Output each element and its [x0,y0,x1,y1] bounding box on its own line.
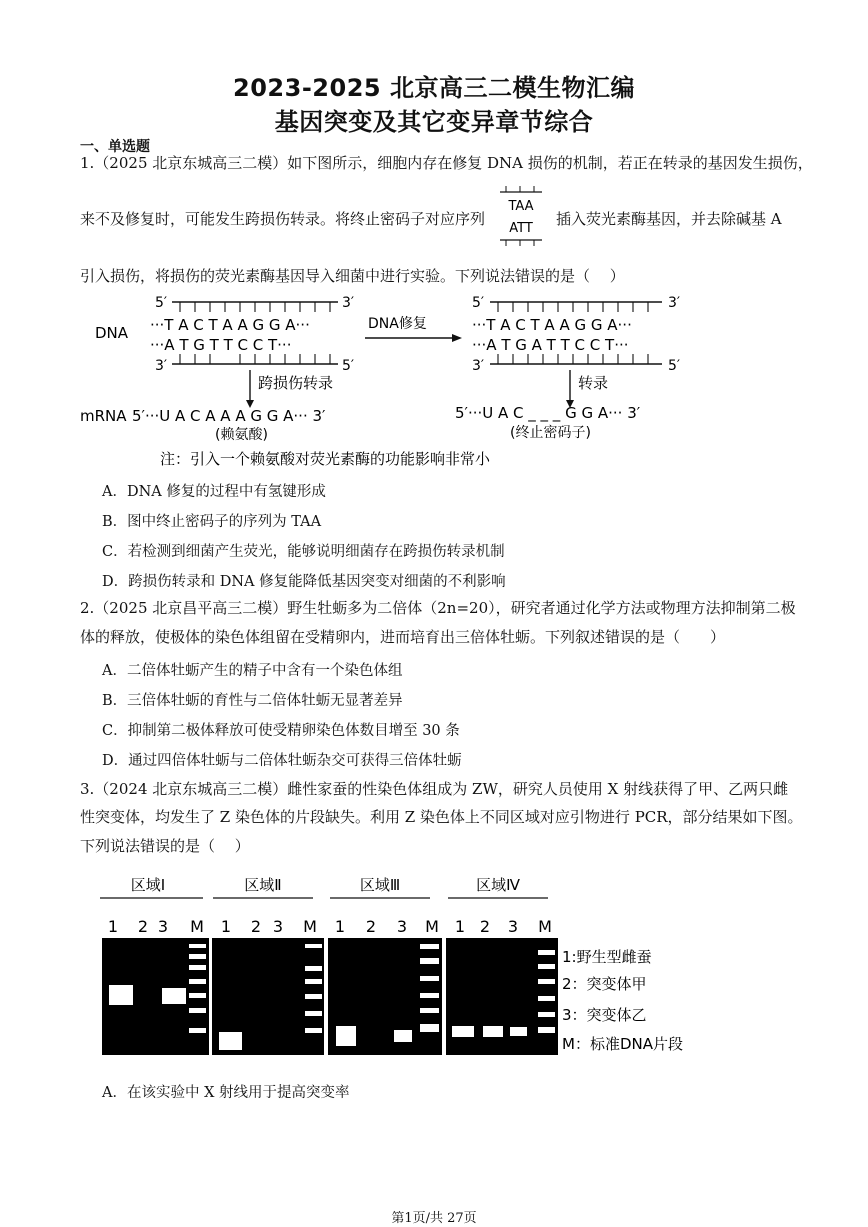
section-heading: 一、单选题 [80,139,150,155]
g3-band-lane3 [394,1030,412,1042]
q1-option-d[interactable]: D．跨损伤转录和 DNA 修复能降低基因突变对细菌的不利影响 [102,574,506,590]
g4-lane-3: 3 [507,917,519,936]
mrna-right-note: (终止密码子) [510,425,591,441]
left-5prime-top: 5′ [155,295,168,311]
q2-option-a[interactable]: A．二倍体牡蛎产生的精子中含有一个染色体组 [102,663,403,679]
g4-lane-2: 2 [479,917,491,936]
left-5prime-bottom: 5′ [342,358,355,374]
g3-band-lane1 [336,1026,356,1046]
g2-lane-1: 1 [220,917,232,936]
region-1-label: 区域Ⅰ [130,876,166,894]
g1-lane-3: 3 [157,917,169,936]
g1-band-lane3 [162,988,186,1004]
q1-stem-line1: 1.（2025 北京东城高三二模）如下图所示，细胞内存在修复 DNA 损伤的机制，若正在转录的基因发生损伤， [80,154,813,172]
legend-m: M：标准DNA片段 [562,1035,683,1053]
right-3prime-bottom: 3′ [472,358,485,374]
region-4-label: 区域Ⅳ [476,876,520,894]
g4-band-lane3 [510,1027,527,1036]
q1-stem-line2a: 来不及修复时，可能发生跨损伤转录。将终止密码子对应序列 [80,210,486,228]
q2-option-c[interactable]: C．抑制第二极体释放可使受精卵染色体数目增至 30 条 [102,723,460,739]
mrna-left-note: (赖氨酸) [215,427,268,443]
g2-lane-2: 2 [250,917,262,936]
inline-bottom-strand: ATT [509,221,533,236]
right-5prime-bottom: 5′ [668,358,681,374]
repair-arrow-head [452,334,462,342]
q1-option-a[interactable]: A．DNA 修复的过程中有氢键形成 [102,484,326,500]
q2-option-d[interactable]: D．通过四倍体牡蛎与二倍体牡蛎杂交可获得三倍体牡蛎 [102,753,462,769]
g4-band-lane2 [483,1026,503,1037]
left-top-strand: ···T A C T A A G G A··· [150,316,310,334]
g3-lane-2: 2 [365,917,377,936]
g2-lane-m: M [303,917,317,936]
left-3prime-top: 3′ [342,295,355,311]
q2-stem-line1: 2.（2025 北京昌平高三二模）野生牡蛎多为二倍体（2n=20），研究者通过化学方法或物理方法抑制第二极 [80,599,796,617]
g2-band-lane1 [219,1032,242,1050]
region-3-label: 区域Ⅲ [359,876,401,894]
g4-band-lane1 [452,1026,474,1037]
q2-option-b[interactable]: B．三倍体牡蛎的育性与二倍体牡蛎无显著差异 [102,693,403,709]
g3-lane-m: M [425,917,439,936]
q3-stem-line2: 性突变体，均发生了 Z 染色体的片段缺失。利用 Z 染色体上不同区域对应引物进行 PCR，部分结果如下图。 [80,808,803,826]
doc-title-line2: 基因突变及其它变异章节综合 [274,108,594,136]
q3-stem-line1: 3.（2024 北京东城高三二模）雌性家蚕的性染色体组成为 ZW，研究人员使用 X 射线获得了甲、乙两只雌 [80,780,789,798]
g3-lane-1: 1 [334,917,346,936]
q1-option-c[interactable]: C．若检测到细菌产生荧光，能够说明细菌存在跨损伤转录机制 [102,544,505,560]
inline-sequence [496,186,546,248]
g2-lane-3: 3 [272,917,284,936]
mrna-label: mRNA [80,407,127,425]
doc-title-line1: 2023-2025 北京高三二模生物汇编 [233,74,635,102]
left-bottom-strand: ···A T G T T C C T··· [150,336,292,354]
g1-lane-m: M [190,917,204,936]
g4-lane-1: 1 [454,917,466,936]
right-bottom-ticks [498,354,648,364]
tls-label: 跨损伤转录 [258,374,334,392]
inline-top-strand: TAA [508,199,534,214]
legend-1: 1:野生型雌蚕 [562,948,652,966]
region-2-label: 区域Ⅱ [244,876,282,894]
mrna-right-sequence: 5′···U A C _ _ _ G G A··· 3′ [455,404,641,422]
repair-label: DNA修复 [368,316,427,332]
mrna-left-sequence: 5′···U A C A A A G G A··· 3′ [132,407,326,425]
right-bottom-strand: ···A T G A T T C C T··· [472,336,629,354]
legend-3: 3：突变体乙 [562,1006,647,1024]
left-bottom-ticks [180,354,330,364]
pcr-gel-figure [100,872,700,1060]
q2-stem-line2: 体的释放，使极体的染色体组留在受精卵内，进而培育出三倍体牡蛎。下列叙述错误的是（ ） [80,628,726,646]
dna-label: DNA [95,324,129,342]
right-top-strand: ···T A C T A A G G A··· [472,316,632,334]
g4-lane-m: M [538,917,552,936]
q1-stem-line3: 引入损伤，将损伤的荧光素酶基因导入细菌中进行实验。下列说法错误的是（ ） [80,267,625,285]
g3-lane-3: 3 [396,917,408,936]
transcription-label: 转录 [578,374,609,392]
right-top-ticks [498,302,648,312]
q3-option-a[interactable]: A．在该实验中 X 射线用于提高突变率 [102,1085,350,1101]
legend-2: 2：突变体甲 [562,975,647,993]
q1-stem-line2b: 插入荧光素酶基因，并去除碱基 A [556,210,782,228]
left-3prime-bottom: 3′ [155,358,168,374]
g1-band-lane1 [109,985,133,1005]
left-top-ticks [180,302,330,312]
dna-repair-diagram [80,290,720,470]
right-3prime-top: 3′ [668,295,681,311]
g1-lane-2: 2 [137,917,149,936]
right-5prime-top: 5′ [472,295,485,311]
diagram-note: 注：引入一个赖氨酸对荧光素酶的功能影响非常小 [160,450,491,468]
page-footer: 第1页/共 27页 [391,1211,477,1226]
q3-stem-line3: 下列说法错误的是（ ） [80,837,250,855]
q1-option-b[interactable]: B．图中终止密码子的序列为 TAA [102,514,322,530]
g1-lane-1: 1 [107,917,119,936]
